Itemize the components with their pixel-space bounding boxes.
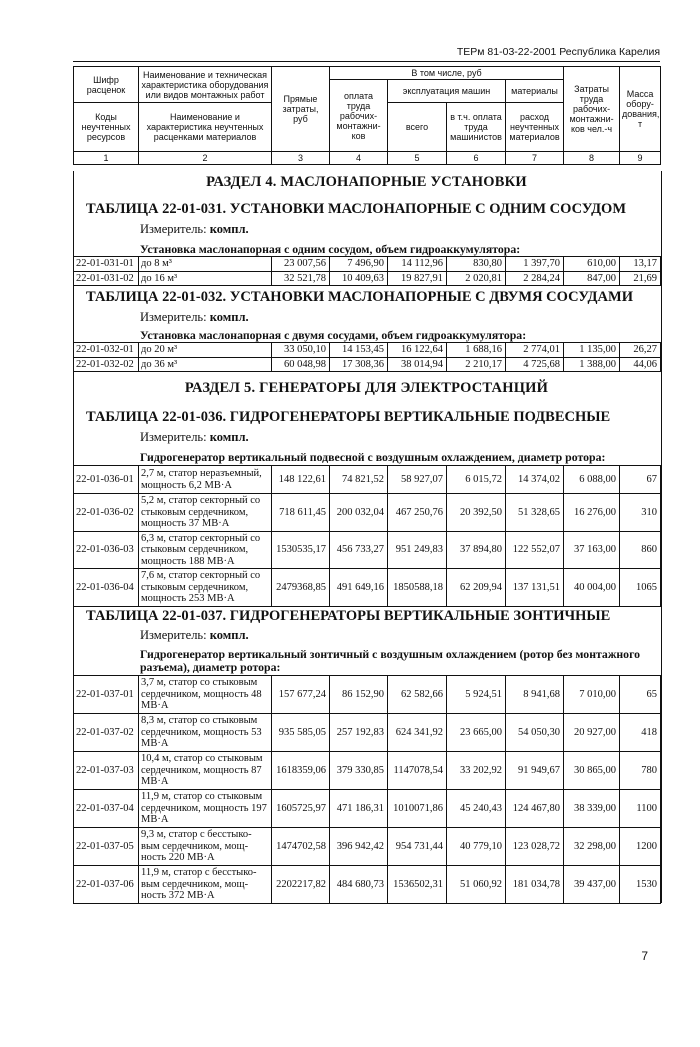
row-code: 22-01-031-02 <box>74 271 139 286</box>
row-mat: 181 034,78 <box>506 866 564 904</box>
row-hours: 610,00 <box>564 257 620 272</box>
column-header-table <box>73 66 661 165</box>
table-22-01-032 <box>73 342 661 372</box>
table-22-01-031 <box>73 256 661 286</box>
measure-line <box>140 222 249 237</box>
section-title: РАЗДЕЛ 4. МАСЛОНАПОРНЫЕ УСТАНОВКИ <box>206 174 527 190</box>
row-mach: 1147078,54 <box>388 752 447 790</box>
row-mat: 54 050,30 <box>506 714 564 752</box>
row-mat: 122 552,07 <box>506 531 564 569</box>
row-labor: 17 308,36 <box>330 357 388 372</box>
row-hours: 37 163,00 <box>564 531 620 569</box>
row-mass: 44,06 <box>620 357 661 372</box>
measure-label: Измеритель: <box>140 310 207 324</box>
section-title: РАЗДЕЛ 5. ГЕНЕРАТОРЫ ДЛЯ ЭЛЕКТРОСТАНЦИЙ <box>184 380 549 396</box>
row-name: 5,2 м, статор секторный со стыковым сердечником, мощность 37 МВ·А <box>139 494 272 532</box>
row-mat: 8 941,68 <box>506 676 564 714</box>
row-labor: 257 192,83 <box>330 714 388 752</box>
row-mach-labor: 62 209,94 <box>447 569 506 607</box>
row-direct: 148 122,61 <box>272 466 330 494</box>
row-code: 22-01-031-01 <box>74 257 139 272</box>
row-labor: 396 942,42 <box>330 828 388 866</box>
row-mach: 16 122,64 <box>388 343 447 358</box>
table-row <box>74 343 661 358</box>
row-mass: 1530 <box>620 866 661 904</box>
header-vtom: В том числе, руб <box>330 67 564 80</box>
page-number: 7 <box>641 949 648 963</box>
row-name: до 8 м³ <box>139 257 272 272</box>
table-row <box>74 866 661 904</box>
table-row <box>74 531 661 569</box>
table-title: ТАБЛИЦА 22-01-031. УСТАНОВКИ МАСЛОНАПОРНЫЕ С ОДНИМ СОСУДОМ <box>86 201 627 217</box>
row-mach: 62 582,66 <box>388 676 447 714</box>
measure-line <box>140 628 249 643</box>
row-code: 22-01-037-04 <box>74 790 139 828</box>
row-mach: 38 014,94 <box>388 357 447 372</box>
row-labor: 379 330,85 <box>330 752 388 790</box>
measure-line <box>140 310 249 325</box>
row-mach: 467 250,76 <box>388 494 447 532</box>
row-mat: 137 131,51 <box>506 569 564 607</box>
running-header: ТЕРм 81-03-22-2001 Республика Карелия <box>456 46 660 58</box>
row-name: 11,9 м, статор с бесстыко-вым сердечником, мощ-ность 372 МВ·А <box>139 866 272 904</box>
row-hours: 20 927,00 <box>564 714 620 752</box>
header-materialy: материалы <box>506 80 564 103</box>
header-rashod: расход неучтенных материалов <box>506 103 564 152</box>
row-direct: 33 050,10 <box>272 343 330 358</box>
group-heading: Гидрогенератор вертикальный подвесной с воздушным охлаждением, диаметр ротора: <box>140 450 606 464</box>
row-mach: 19 827,91 <box>388 271 447 286</box>
measure-value: компл. <box>209 222 249 236</box>
row-hours: 30 865,00 <box>564 752 620 790</box>
row-mach-labor: 40 779,10 <box>447 828 506 866</box>
row-direct: 32 521,78 <box>272 271 330 286</box>
row-hours: 7 010,00 <box>564 676 620 714</box>
measure-value: компл. <box>209 430 249 444</box>
row-mach-labor: 20 392,50 <box>447 494 506 532</box>
table-row <box>74 828 661 866</box>
row-labor: 7 496,90 <box>330 257 388 272</box>
row-name: 8,3 м, статор со стыковым сердечником, мощность 53 МВ·А <box>139 714 272 752</box>
row-direct: 1474702,58 <box>272 828 330 866</box>
measure-value: компл. <box>209 310 249 324</box>
row-mass: 26,27 <box>620 343 661 358</box>
table-row <box>74 357 661 372</box>
table-22-01-036 <box>73 465 661 607</box>
row-name: 6,3 м, статор секторный со стыковым сердечником, мощность 188 МВ·А <box>139 531 272 569</box>
group-heading: Установка маслонапорная с одним сосудом, объем гидроаккумулятора: <box>140 242 521 256</box>
row-code: 22-01-037-02 <box>74 714 139 752</box>
row-name: 7,6 м, статор секторный со стыковым сердечником, мощность 253 МВ·А <box>139 569 272 607</box>
row-code: 22-01-036-01 <box>74 466 139 494</box>
row-mass: 67 <box>620 466 661 494</box>
row-mach: 1850588,18 <box>388 569 447 607</box>
row-mass: 1200 <box>620 828 661 866</box>
row-hours: 1 135,00 <box>564 343 620 358</box>
row-mat: 123 028,72 <box>506 828 564 866</box>
row-mach-labor: 37 894,80 <box>447 531 506 569</box>
row-mass: 13,17 <box>620 257 661 272</box>
header-kody: Коды неучтенных ресурсов <box>74 103 139 152</box>
row-mach-labor: 5 924,51 <box>447 676 506 714</box>
row-mach-labor: 2 210,17 <box>447 357 506 372</box>
colnum-1: 1 <box>74 152 139 165</box>
row-code: 22-01-036-04 <box>74 569 139 607</box>
row-mass: 780 <box>620 752 661 790</box>
row-hours: 1 388,00 <box>564 357 620 372</box>
row-mass: 418 <box>620 714 661 752</box>
row-labor: 74 821,52 <box>330 466 388 494</box>
row-labor: 491 649,16 <box>330 569 388 607</box>
row-name: 9,3 м, статор с бесстыко-вым сердечником, мощ-ность 220 МВ·А <box>139 828 272 866</box>
row-mach-labor: 1 688,16 <box>447 343 506 358</box>
row-mach-labor: 830,80 <box>447 257 506 272</box>
row-mat: 2 774,01 <box>506 343 564 358</box>
row-mach: 1536502,31 <box>388 866 447 904</box>
row-hours: 16 276,00 <box>564 494 620 532</box>
row-hours: 38 339,00 <box>564 790 620 828</box>
group-heading: Гидрогенератор вертикальный зонтичный с воздушным охлаждением (ротор без монтажного разъема), диаметр ротора: <box>140 647 641 674</box>
row-code: 22-01-037-06 <box>74 866 139 904</box>
table-row <box>74 569 661 607</box>
row-mach-labor: 6 015,72 <box>447 466 506 494</box>
row-hours: 32 298,00 <box>564 828 620 866</box>
row-mach-labor: 45 240,43 <box>447 790 506 828</box>
measure-label: Измеритель: <box>140 222 207 236</box>
table-row <box>74 494 661 532</box>
row-direct: 2202217,82 <box>272 866 330 904</box>
row-name: 11,9 м, статор со стыковым сердечником, мощность 197 МВ·А <box>139 790 272 828</box>
row-mat: 124 467,80 <box>506 790 564 828</box>
header-zatraty: Затраты труда рабочих-монтажни-ков чел.-ч <box>564 67 620 152</box>
row-mach: 1010071,86 <box>388 790 447 828</box>
row-code: 22-01-032-01 <box>74 343 139 358</box>
row-name: 3,7 м, статор со стыковым сердечником, мощность 48 МВ·А <box>139 676 272 714</box>
header-ekspl: эксплуатация машин <box>388 80 506 103</box>
table-title: ТАБЛИЦА 22-01-032. УСТАНОВКИ МАСЛОНАПОРНЫЕ С ДВУМЯ СОСУДАМИ <box>86 289 633 305</box>
table-row <box>74 466 661 494</box>
row-labor: 200 032,04 <box>330 494 388 532</box>
measure-value: компл. <box>209 628 249 642</box>
header-shifr: Шифр расценок <box>74 67 139 103</box>
row-direct: 2479368,85 <box>272 569 330 607</box>
header-oplata: оплата труда рабочих-монтажни-ков <box>330 80 388 152</box>
row-name: до 36 м³ <box>139 357 272 372</box>
table-title: ТАБЛИЦА 22-01-037. ГИДРОГЕНЕРАТОРЫ ВЕРТИКАЛЬНЫЕ ЗОНТИЧНЫЕ <box>86 608 611 624</box>
row-code: 22-01-036-02 <box>74 494 139 532</box>
row-direct: 1605725,97 <box>272 790 330 828</box>
row-mat: 51 328,65 <box>506 494 564 532</box>
row-mach-labor: 23 665,00 <box>447 714 506 752</box>
header-rule <box>73 61 660 62</box>
colnum-4: 4 <box>330 152 388 165</box>
header-pryamye: Прямые затраты, руб <box>272 67 330 152</box>
row-direct: 1618359,06 <box>272 752 330 790</box>
row-mass: 1065 <box>620 569 661 607</box>
row-mat: 91 949,67 <box>506 752 564 790</box>
row-mat: 1 397,70 <box>506 257 564 272</box>
row-mach: 14 112,96 <box>388 257 447 272</box>
row-labor: 86 152,90 <box>330 676 388 714</box>
row-direct: 718 611,45 <box>272 494 330 532</box>
colnum-7: 7 <box>506 152 564 165</box>
group-heading: Установка маслонапорная с двумя сосудами, объем гидроаккумулятора: <box>140 328 527 342</box>
row-name: 10,4 м, статор со стыковым сердечником, мощность 87 МВ·А <box>139 752 272 790</box>
header-vtch: в т.ч. оплата труда машинистов <box>447 103 506 152</box>
colnum-2: 2 <box>139 152 272 165</box>
row-direct: 23 007,56 <box>272 257 330 272</box>
row-mach: 951 249,83 <box>388 531 447 569</box>
table-title: ТАБЛИЦА 22-01-036. ГИДРОГЕНЕРАТОРЫ ВЕРТИКАЛЬНЫЕ ПОДВЕСНЫЕ <box>86 409 611 425</box>
colnum-5: 5 <box>388 152 447 165</box>
colnum-8: 8 <box>564 152 620 165</box>
measure-label: Измеритель: <box>140 430 207 444</box>
row-hours: 847,00 <box>564 271 620 286</box>
row-mach-labor: 51 060,92 <box>447 866 506 904</box>
header-naim1: Наименование и техническая характеристика оборудования или видов монтажных работ <box>139 67 272 103</box>
row-labor: 10 409,63 <box>330 271 388 286</box>
row-mach-labor: 33 202,92 <box>447 752 506 790</box>
row-mat: 14 374,02 <box>506 466 564 494</box>
header-vsego: всего <box>388 103 447 152</box>
row-mach-labor: 2 020,81 <box>447 271 506 286</box>
row-code: 22-01-037-03 <box>74 752 139 790</box>
row-code: 22-01-036-03 <box>74 531 139 569</box>
row-direct: 1530535,17 <box>272 531 330 569</box>
row-direct: 935 585,05 <box>272 714 330 752</box>
table-row <box>74 257 661 272</box>
colnum-6: 6 <box>447 152 506 165</box>
header-massa: Масса обору-дования, т <box>620 67 661 152</box>
row-mach: 954 731,44 <box>388 828 447 866</box>
row-labor: 14 153,45 <box>330 343 388 358</box>
table-row <box>74 676 661 714</box>
row-mat: 2 284,24 <box>506 271 564 286</box>
row-code: 22-01-037-05 <box>74 828 139 866</box>
row-code: 22-01-032-02 <box>74 357 139 372</box>
row-labor: 456 733,27 <box>330 531 388 569</box>
row-direct: 60 048,98 <box>272 357 330 372</box>
colnum-9: 9 <box>620 152 661 165</box>
table-row <box>74 752 661 790</box>
table-row <box>74 790 661 828</box>
row-labor: 484 680,73 <box>330 866 388 904</box>
row-hours: 6 088,00 <box>564 466 620 494</box>
row-mass: 860 <box>620 531 661 569</box>
measure-line <box>140 430 249 445</box>
row-direct: 157 677,24 <box>272 676 330 714</box>
row-name: 2,7 м, статор неразъемный, мощность 6,2 МВ·А <box>139 466 272 494</box>
row-mass: 1100 <box>620 790 661 828</box>
table-22-01-037 <box>73 675 661 904</box>
header-naim2: Наименование и характеристика неучтенных расценками материалов <box>139 103 272 152</box>
row-code: 22-01-037-01 <box>74 676 139 714</box>
row-mass: 65 <box>620 676 661 714</box>
table-row <box>74 271 661 286</box>
colnum-3: 3 <box>272 152 330 165</box>
row-name: до 20 м³ <box>139 343 272 358</box>
row-mat: 4 725,68 <box>506 357 564 372</box>
row-mach: 58 927,07 <box>388 466 447 494</box>
row-mass: 21,69 <box>620 271 661 286</box>
row-name: до 16 м³ <box>139 271 272 286</box>
row-hours: 40 004,00 <box>564 569 620 607</box>
row-mach: 624 341,92 <box>388 714 447 752</box>
row-hours: 39 437,00 <box>564 866 620 904</box>
row-mass: 310 <box>620 494 661 532</box>
table-row <box>74 714 661 752</box>
row-labor: 471 186,31 <box>330 790 388 828</box>
measure-label: Измеритель: <box>140 628 207 642</box>
